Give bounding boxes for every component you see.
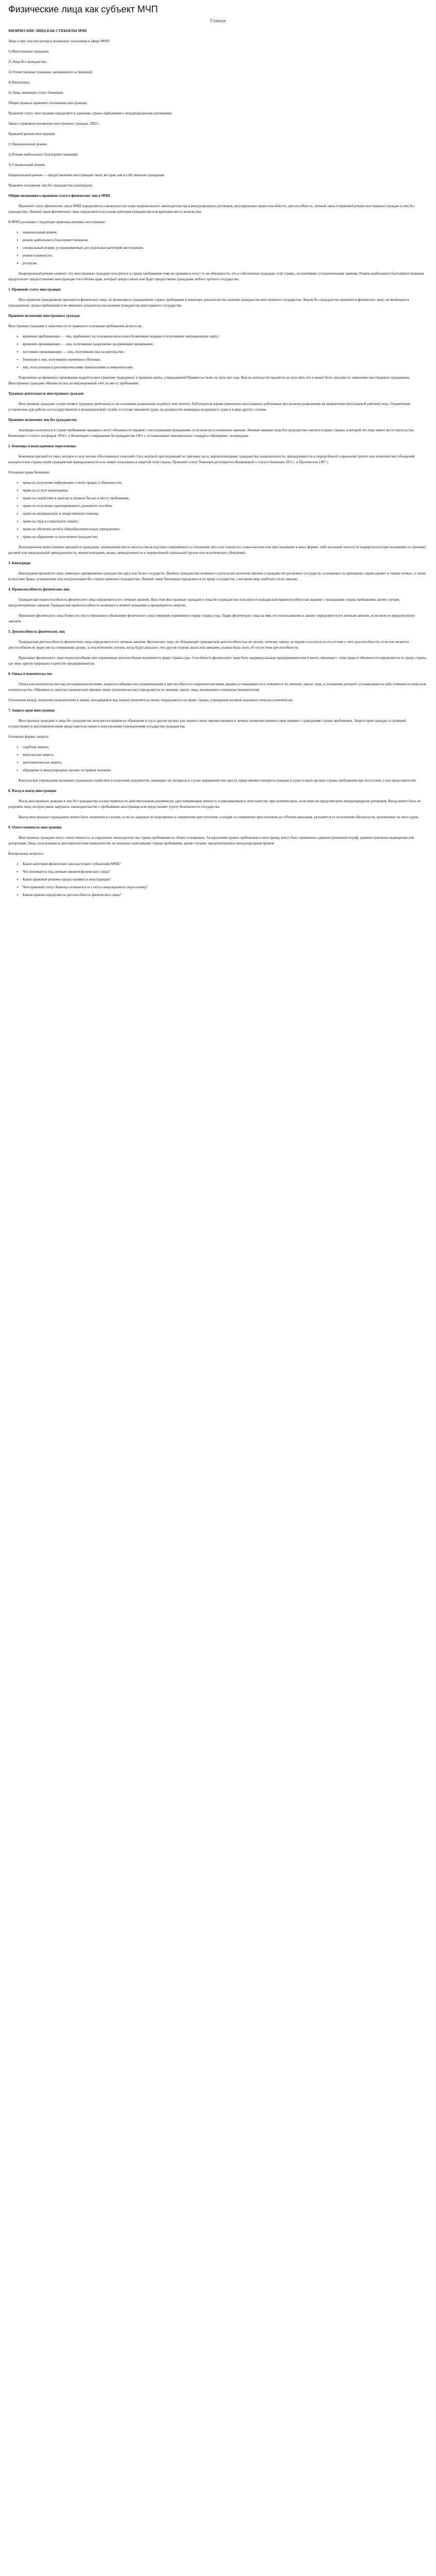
section-heading: 3. Бипатриды	[8, 561, 31, 565]
paragraph: Лица и при участии которых возникают отношения в сфере МЧП:	[8, 39, 110, 43]
paragraph: Национальный режим — предоставление иностранцам таких же прав, как и собственным гражданам.	[8, 173, 165, 177]
paragraph: Признание физического лица недееспособным или ограниченно дееспособным подчиняется праву страны суда. Способность физического лица быть индивидуальным предпринимателем и иметь связанные с этим права и обязанности определяется по праву страны, где лицо зарегистрировано в качестве предпринимателя.	[8, 656, 427, 666]
paragraph: Правовой статус физических лиц в МЧП определяется совокупностью норм национального законодательства и международных договоров, регулирующих правоспособность, дееспособность, личный закон и правовой режим иностранных граждан и лиц без гражданства. Личный закон физического лица определяется на основе критерия гражданства или критерия места жительства.	[8, 204, 415, 214]
breadcrumb[interactable]: Главная	[210, 18, 226, 23]
section-heading: ФИЗИЧЕСКИЕ ЛИЦА КАК СУБЪЕКТЫ МЧП	[8, 29, 87, 33]
list-item: • режим наибольшего благоприятствования;	[23, 238, 428, 243]
list-item: • судебная защита;	[23, 744, 428, 750]
list-item: • Чем правовой статус беженца отличается от статуса вынужденного переселенца?	[23, 885, 428, 890]
section-heading: 7. Защита прав иностранцев	[8, 708, 55, 713]
bullet-list	[8, 230, 428, 266]
paragraph: Иностранные граждане несут ответственность за нарушение законодательства страны пребывания на общих основаниях. За нарушение правил пребывания к иностранцу могут быть применены административный штраф, административное выдворение или депортация. Лица, пользующиеся дипломатическим иммунитетом, не подлежат юрисдикции страны пребывания, кроме случаев, предусмотренных международным правом.	[8, 836, 414, 845]
paragraph: Иностранные граждане и лица без гражданства пользуются правом на обращение в суд и другие органы для защиты своих имущественных и личных неимущественных прав наравне с гражданами страны пребывания. Защита прав граждан за границей осуществляется дипломатическими представительствами и консульскими учреждениями государства гражданства.	[8, 719, 406, 728]
section-heading: Правовое положение иностранных граждан	[8, 314, 80, 318]
list-item: • право на обращение за получением гражданства.	[23, 534, 428, 540]
section-heading: 4. Правоспособность физических лиц	[8, 587, 69, 591]
list-item: • право на содействие в проезде и провозе багажа к месту пребывания;	[23, 496, 428, 501]
paragraph: Правовой статус иностранцев определяется законами страны пребывания и международными договорами.	[8, 111, 173, 115]
paragraph: Разрешение на временное проживание выдаётся иностранному гражданину в пределах квоты, утверждаемой Правительством, на срок три года. Вид на жительство выдаётся на срок пять лет и может быть продлён по заявлению иностранного гражданина. Иностранные граждане обязаны встать на миграционный учёт по месту пребывания.	[8, 376, 410, 385]
list-item: • Какие правовые режимы предоставляются иностранцам?	[23, 877, 428, 883]
article-body	[8, 28, 428, 898]
list-item: • право на медицинскую и лекарственную помощь;	[23, 511, 428, 517]
list-item: • специальный режим, устанавливаемый для отдельных категорий иностранцев;	[23, 245, 428, 251]
page-title: Физические лица как субъект МЧП	[8, 4, 158, 14]
paragraph: 1) Иностранные граждане;	[8, 49, 49, 54]
paragraph: Вынужденным переселенцем признаётся гражданин, покинувший место жительства вследствие совершённого в отношении него или членов его семьи насилия или преследования в иных формах либо реальной опасности подвергнуться преследованию по признаку расовой или национальной принадлежности, вероисповедания, языка, принадлежности к определённой социальной группе или политических убеждений.	[8, 545, 427, 555]
section-heading: 2. Беженцы и вынужденные переселенцы	[8, 444, 76, 448]
list-item: • Каким правом определяется дееспособность физического лица?	[23, 892, 428, 898]
bullet-list	[8, 861, 428, 898]
list-item: • Какие категории физических лиц выступают субъектами МЧП?	[23, 861, 428, 867]
paragraph: Общие правила правового положения иностранцев:	[8, 101, 88, 105]
list-item: • право на обучение детей в общеобразовательных учреждениях;	[23, 527, 428, 532]
paragraph: Гражданская правоспособность физического лица определяется его личным законом. При этом иностранные граждане и лица без гражданства пользуются гражданской правоспособностью наравне с гражданами страны пребывания, кроме случаев, предусмотренных законом. Гражданская правоспособность возникает в момент рождения и прекращается смертью.	[8, 598, 400, 607]
paragraph: Гражданская дееспособность физического лица определяется его личным законом. Физическое лицо, не обладающее гражданской дееспособностью по своему личному закону, не вправе ссылаться на отсутствие у него дееспособности, если оно является дееспособным по праву места совершения сделки, за исключением случаев, когда будет доказано, что другая сторона знала или заведомо должна была знать об отсутствии дееспособности.	[8, 640, 409, 650]
section-heading: 8. Въезд и выезд иностранцев	[8, 789, 57, 793]
list-item: • режим взаимности;	[23, 253, 428, 259]
list-item: • обращение в международные органы по правам человека.	[23, 768, 428, 773]
paragraph: Признание физического лица безвестно отсутствующим и объявление физического лица умершим подчиняются праву страны суда. Право физического лица на имя, его использование и защиту определяется его личным законом, если иное не предусмотрено законом.	[8, 614, 415, 623]
paragraph: Правовой режим иностранцев:	[8, 132, 56, 136]
section-heading: 5. Дееспособность физических лиц	[8, 630, 65, 634]
paragraph: 5) Лица, имеющие статус беженцев.	[8, 91, 64, 95]
paragraph: Иностранным гражданином признаётся физическое лицо, не являющееся гражданином страны пребывания и имеющее доказательства наличия гражданства иностранного государства. Лицом без гражданства признаётся физическое лицо, не являющееся гражданином страны пребывания и не имеющее доказательства наличия гражданства иностранного государства.	[8, 298, 409, 308]
section-heading: Общие положения о правовом статусе физических лиц в МЧП	[8, 194, 110, 198]
list-item: • право на получение информации о своих правах и обязанностях;	[23, 480, 428, 486]
list-item: • лиц, пользующихся дипломатическими привилегиями и иммунитетами.	[23, 365, 428, 370]
paragraph: 3) Отечественные граждане, находящиеся за границей;	[8, 70, 93, 74]
paragraph: Выезд иностранного гражданина может быть ограничен в случаях, если он задержан по подозрению в совершении преступления, осуждён за совершение преступления до отбытия наказания, уклоняется от исполнения обязательств, наложенных на него судом.	[19, 815, 419, 819]
paragraph: Апатриды пользуются в стране пребывания правами и несут обязанности наравне с иностранными гражданами, если иное не установлено законом. Личным законом лица без гражданства считается право страны, в которой это лицо имеет место жительства. Конвенция о статусе апатридов 1954 г. и Конвенция о сокращении безгражданства 1961 г. устанавливают минимальные стандарты обращения с апатридами.	[8, 428, 414, 438]
section-heading: 1. Правовой статус иностранцев	[8, 287, 61, 292]
paragraph: Правовое положение лиц без гражданства (апатридов):	[8, 183, 93, 188]
paragraph: 2) Лица без гражданства;	[8, 60, 47, 64]
list-item: • консульская защита;	[23, 752, 428, 758]
section-heading: Трудовая деятельность иностранных граждан	[8, 392, 84, 396]
page	[0, 0, 436, 898]
paragraph: Закон о правовом положении иностранных граждан, 2002 г.	[8, 122, 100, 126]
paragraph: Отношения между опекуном (попечителем) и лицом, находящимся под опекой (попечительством), определяются по праву страны, учреждение которой назначило опекуна (попечителя).	[8, 698, 293, 702]
list-item: • национальный режим;	[23, 230, 428, 235]
paragraph: 1) Национальный режим;	[8, 142, 47, 146]
paragraph: 2) Режим наибольшего благоприятствования;	[8, 152, 78, 157]
paragraph: 3) Специальный режим.	[8, 163, 45, 167]
list-item: • реторсии.	[23, 261, 428, 266]
list-item: • временно пребывающих — лиц, прибывших на основании визы или в безвизовом порядке и получивших миграционную карту;	[23, 334, 428, 340]
section-heading: 9. Ответственность иностранцев	[8, 825, 62, 829]
bullet-list	[8, 744, 428, 773]
list-item: • Что понимается под личным законом физического лица?	[23, 869, 428, 875]
list-item: • дипломатическая защита;	[23, 760, 428, 766]
list-item: • временно проживающих — лиц, получивших разрешение на временное проживание;	[23, 342, 428, 347]
section-heading: Правовое положение лиц без гражданства	[8, 418, 77, 422]
list-item: • постоянно проживающих — лиц, получивших вид на жительство;	[23, 349, 428, 355]
paragraph: Национальный режим означает, что иностранные граждане пользуются в стране пребывания теми же правами и несут те же обязанности, что и собственные граждане этой страны, за изъятиями, установленными законом. Режим наибольшего благоприятствования предполагает предоставление иностранцам того объёма прав, который предоставлен или будет предоставлен гражданам любого третьего государства.	[8, 272, 424, 281]
paragraph: 4) Бипатриды;	[8, 80, 30, 84]
paragraph: Иностранные граждане осуществляют трудовую деятельность на основании разрешения на работу или патента. Работодатель вправе привлекать иностранных работников при наличии разрешения на привлечение иностранной рабочей силы. Ограничения установлены для работы на государственной и муниципальной службе, в составе экипажей судов, на должностях командира воздушного судна и в ряде других случаев.	[8, 402, 410, 412]
list-item: • беженцев и лиц, получивших временное убежище;	[23, 357, 428, 363]
paragraph: Основные права беженцев:	[8, 470, 50, 474]
paragraph: Бипатридом признаётся лицо, имеющее одновременно гражданство двух или более государств. Двойное гражданство возникает в результате коллизии законов о гражданстве различных государств, основанных на принципах «права крови» и «права почвы», а также вследствие брака, усыновления или натурализации без утраты прежнего гражданства. Личный закон бипатрида определяется по праву государства, с которым лицо наиболее тесно связано.	[8, 571, 426, 581]
list-item: • право на получение единовременного денежного пособия;	[23, 503, 428, 509]
paragraph: Основные формы защиты:	[8, 735, 49, 739]
paragraph: Опека или попечительство над несовершеннолетними, недееспособными или ограниченными в дееспособности совершеннолетними лицами устанавливается и отменяется по личному закону лица, в отношении которого устанавливается либо отменяется опека или попечительство. Обязанность опекуна (попечителя) принять опеку (попечительство) определяется по личному закону лица, назначаемого опекуном (попечителем).	[8, 682, 426, 692]
paragraph: Иностранные граждане в зависимости от правового основания пребывания делятся на:	[8, 324, 143, 328]
list-item: • право на труд и социальную защиту;	[23, 519, 428, 524]
paragraph: Контрольные вопросы:	[8, 852, 44, 856]
list-item: • право на услуги переводчика;	[23, 488, 428, 494]
paragraph: Консульские учреждения оказывают гражданам содействие в получении документов, защищают их интересы в случае задержания или ареста, представляют интересы граждан в судах и иных органах страны пребывания при отсутствии у них представителей.	[19, 778, 417, 783]
paragraph: Въезд иностранных граждан и лиц без гражданства осуществляется по действительным документам, удостоверяющим личность и признаваемым в этом качестве, при наличии визы, если иное не предусмотрено международным договором. Въезд может быть не разрешён лицу, которое ранее нарушало законодательство о пребывании иностранцев или представляет угрозу безопасности государства.	[8, 799, 421, 809]
bullet-list	[8, 480, 428, 540]
section-heading: 6. Опека и попечительство	[8, 672, 52, 676]
paragraph: В МЧП различают следующие правовые режимы иностранцев:	[8, 220, 106, 224]
bullet-list	[8, 334, 428, 370]
paragraph: Беженцем признаётся лицо, которое в силу вполне обоснованных опасений стать жертвой преследований по признаку расы, вероисповедания, гражданства, национальности, принадлежности к определённой социальной группе или политических убеждений находится вне страны своей гражданской принадлежности и не может пользоваться защитой этой страны. Правовой статус беженцев регулируется Конвенцией о статусе беженцев 1951 г. и Протоколом 1967 г.	[8, 454, 415, 464]
